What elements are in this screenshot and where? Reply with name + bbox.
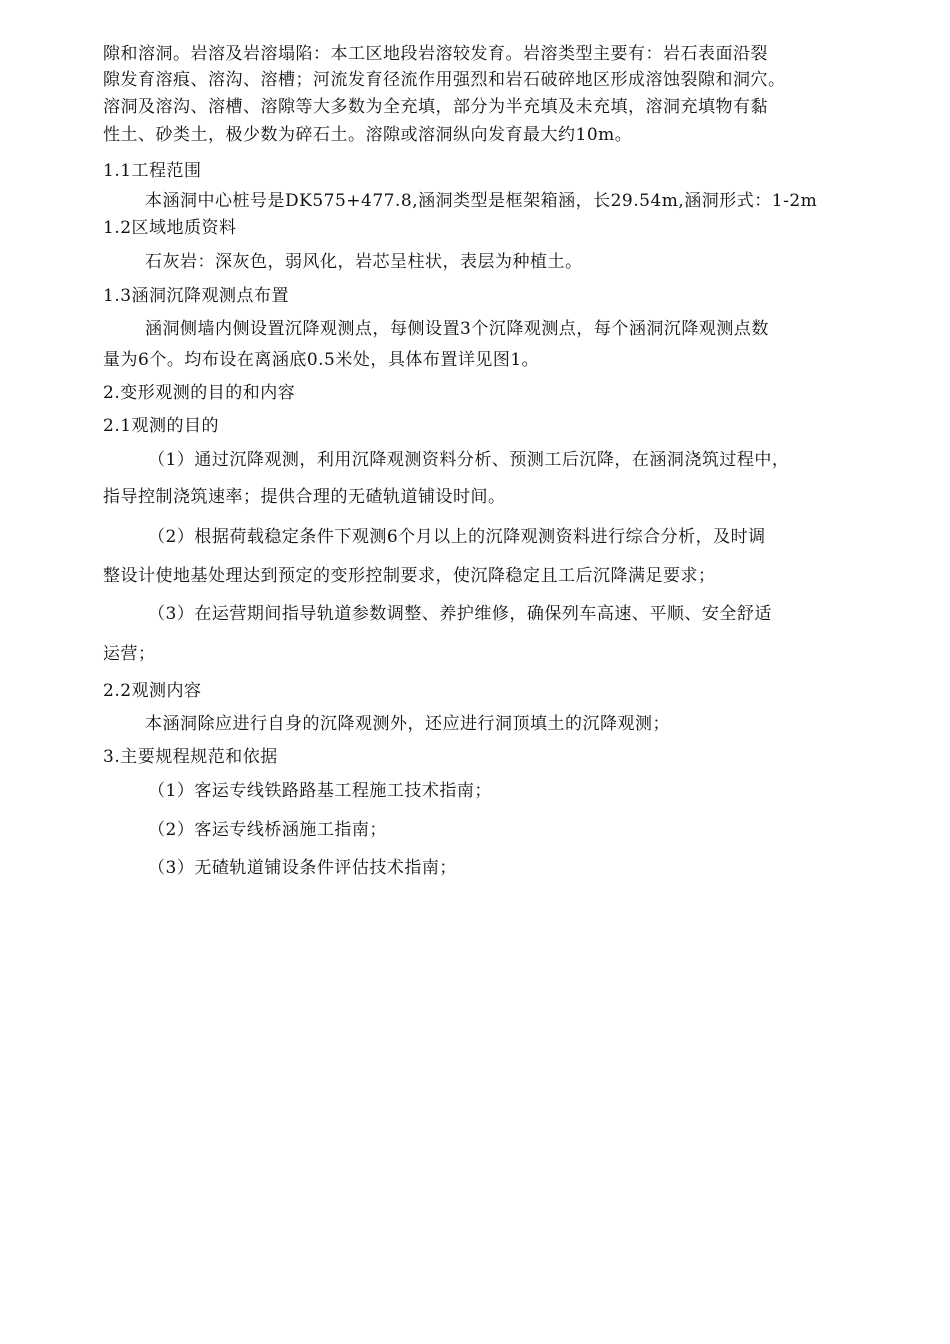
section-heading-2-1: 2.1观测的目的 xyxy=(103,416,220,436)
list-item: （1）通过沉降观测，利用沉降观测资料分析、预测工后沉降，在涵洞浇筑过程中， xyxy=(148,450,790,470)
paragraph-line: 指导控制浇筑速率；提供合理的无碴轨道铺设时间。 xyxy=(103,487,506,507)
section-heading-2-2: 2.2观测内容 xyxy=(103,681,202,701)
paragraph-line: 运营； xyxy=(103,644,156,664)
paragraph-line: 涵洞侧墙内侧设置沉降观测点，每侧设置3个沉降观测点，每个涵洞沉降观测点数 xyxy=(145,319,769,339)
section-heading-1-2: 1.2区域地质资料 xyxy=(103,218,237,238)
section-heading-3: 3.主要规程规范和依据 xyxy=(103,747,278,767)
paragraph-line: 本涵洞除应进行自身的沉降观测外，还应进行洞顶填土的沉降观测； xyxy=(145,714,670,734)
section-heading-1-1: 1.1工程范围 xyxy=(103,161,202,181)
section-heading-2: 2.变形观测的目的和内容 xyxy=(103,383,296,403)
list-item: （2）客运专线桥涵施工指南； xyxy=(148,820,387,840)
list-item: （3）在运营期间指导轨道参数调整、养护维修，确保列车高速、平顺、安全舒适 xyxy=(148,604,772,624)
list-item: （1）客运专线铁路路基工程施工技术指南； xyxy=(148,781,492,801)
paragraph-line: 石灰岩：深灰色，弱风化，岩芯呈柱状，表层为种植土。 xyxy=(145,252,583,272)
paragraph-line: 性土、砂类土，极少数为碎石土。溶隙或溶洞纵向发育最大约10m。 xyxy=(103,125,633,145)
paragraph-line: 溶洞及溶沟、溶槽、溶隙等大多数为全充填，部分为半充填及未充填，溶洞充填物有黏 xyxy=(103,97,768,117)
paragraph-line: 隙和溶洞。岩溶及岩溶塌陷：本工区地段岩溶较发育。岩溶类型主要有：岩石表面沿裂 xyxy=(103,44,768,64)
paragraph-line: 整设计使地基处理达到预定的变形控制要求，使沉降稳定且工后沉降满足要求； xyxy=(103,566,716,586)
paragraph-line: 本涵洞中心桩号是DK575+477.8,涵洞类型是框架箱涵，长29.54m,涵洞形式：1-2m xyxy=(145,191,818,211)
paragraph-line: 量为6个。均布设在离涵底0.5米处，具体布置详见图1。 xyxy=(103,350,540,370)
section-heading-1-3: 1.3涵洞沉降观测点布置 xyxy=(103,286,290,306)
list-item: （2）根据荷载稳定条件下观测6个月以上的沉降观测资料进行综合分析，及时调 xyxy=(148,527,766,547)
list-item: （3）无碴轨道铺设条件评估技术指南； xyxy=(148,858,457,878)
paragraph-line: 隙发育溶痕、溶沟、溶槽；河流发育径流作用强烈和岩石破碎地区形成溶蚀裂隙和洞穴。 xyxy=(103,70,786,90)
